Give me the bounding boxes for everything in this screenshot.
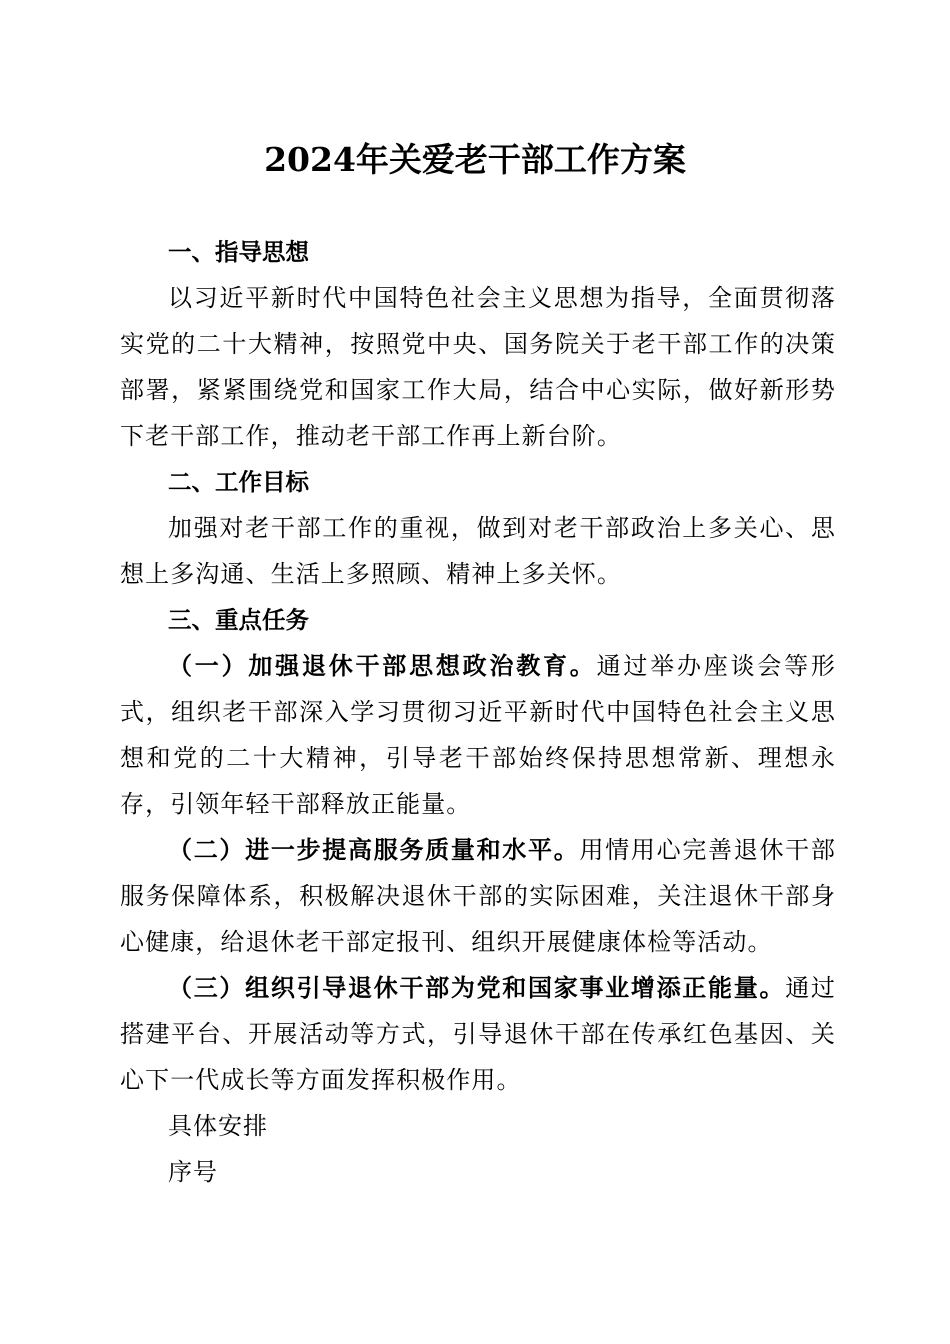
document-body [120, 229, 836, 1195]
task-lead-2: （二）进一步提高服务质量和水平。 [168, 835, 580, 864]
paragraph-guiding-ideology: 以习近平新时代中国特色社会主义思想为指导，全面贯彻落实党的二十大精神，按照党中央、国务院关于老干部工作的决策部署，紧紧围绕党和国家工作大局，结合中心实际，做好新形势下老干部工作，推动老干部工作再上新台阶。 [120, 284, 836, 450]
paragraph-work-goals: 加强对老干部工作的重视，做到对老干部政治上多关心、思想上多沟通、生活上多照顾、精神上多关怀。 [120, 514, 836, 588]
task-lead-3: （三）组织引导退休干部为党和国家事业增添正能量。 [168, 973, 786, 1002]
specific-arrangements-label: 具体安排 [168, 1112, 268, 1140]
task-paragraph-3 [120, 965, 836, 1103]
task-lead-1: （一）加强退休干部思想政治教育。 [168, 651, 597, 680]
task-body-3: 通过搭建平台、开展活动等方式，引导退休干部在传承红色基因、关心下一代成长等方面发挥积极作用。 [120, 974, 837, 1094]
serial-number-label: 序号 [168, 1158, 218, 1186]
task-paragraph-2 [120, 827, 836, 965]
task-body-1: 通过举办座谈会等形式，组织老干部深入学习贯彻习近平新时代中国特色社会主义思想和党的二十大精神，引导老干部始终保持思想常新、理想永存，引领年轻干部释放正能量。 [120, 652, 836, 818]
section-heading-work-goals: 二、工作目标 [168, 468, 309, 496]
section-heading-key-tasks: 三、重点任务 [168, 606, 309, 634]
document-title: 2024年关爱老干部工作方案 [264, 140, 686, 179]
section-heading-guiding-ideology: 一、指导思想 [168, 238, 309, 266]
task-paragraph-1 [120, 643, 836, 827]
task-body-2: 用情用心完善退休干部服务保障体系，积极解决退休干部的实际困难，关注退休干部身心健康，给退休老干部定报刊、组织开展健康体检等活动。 [120, 836, 836, 956]
